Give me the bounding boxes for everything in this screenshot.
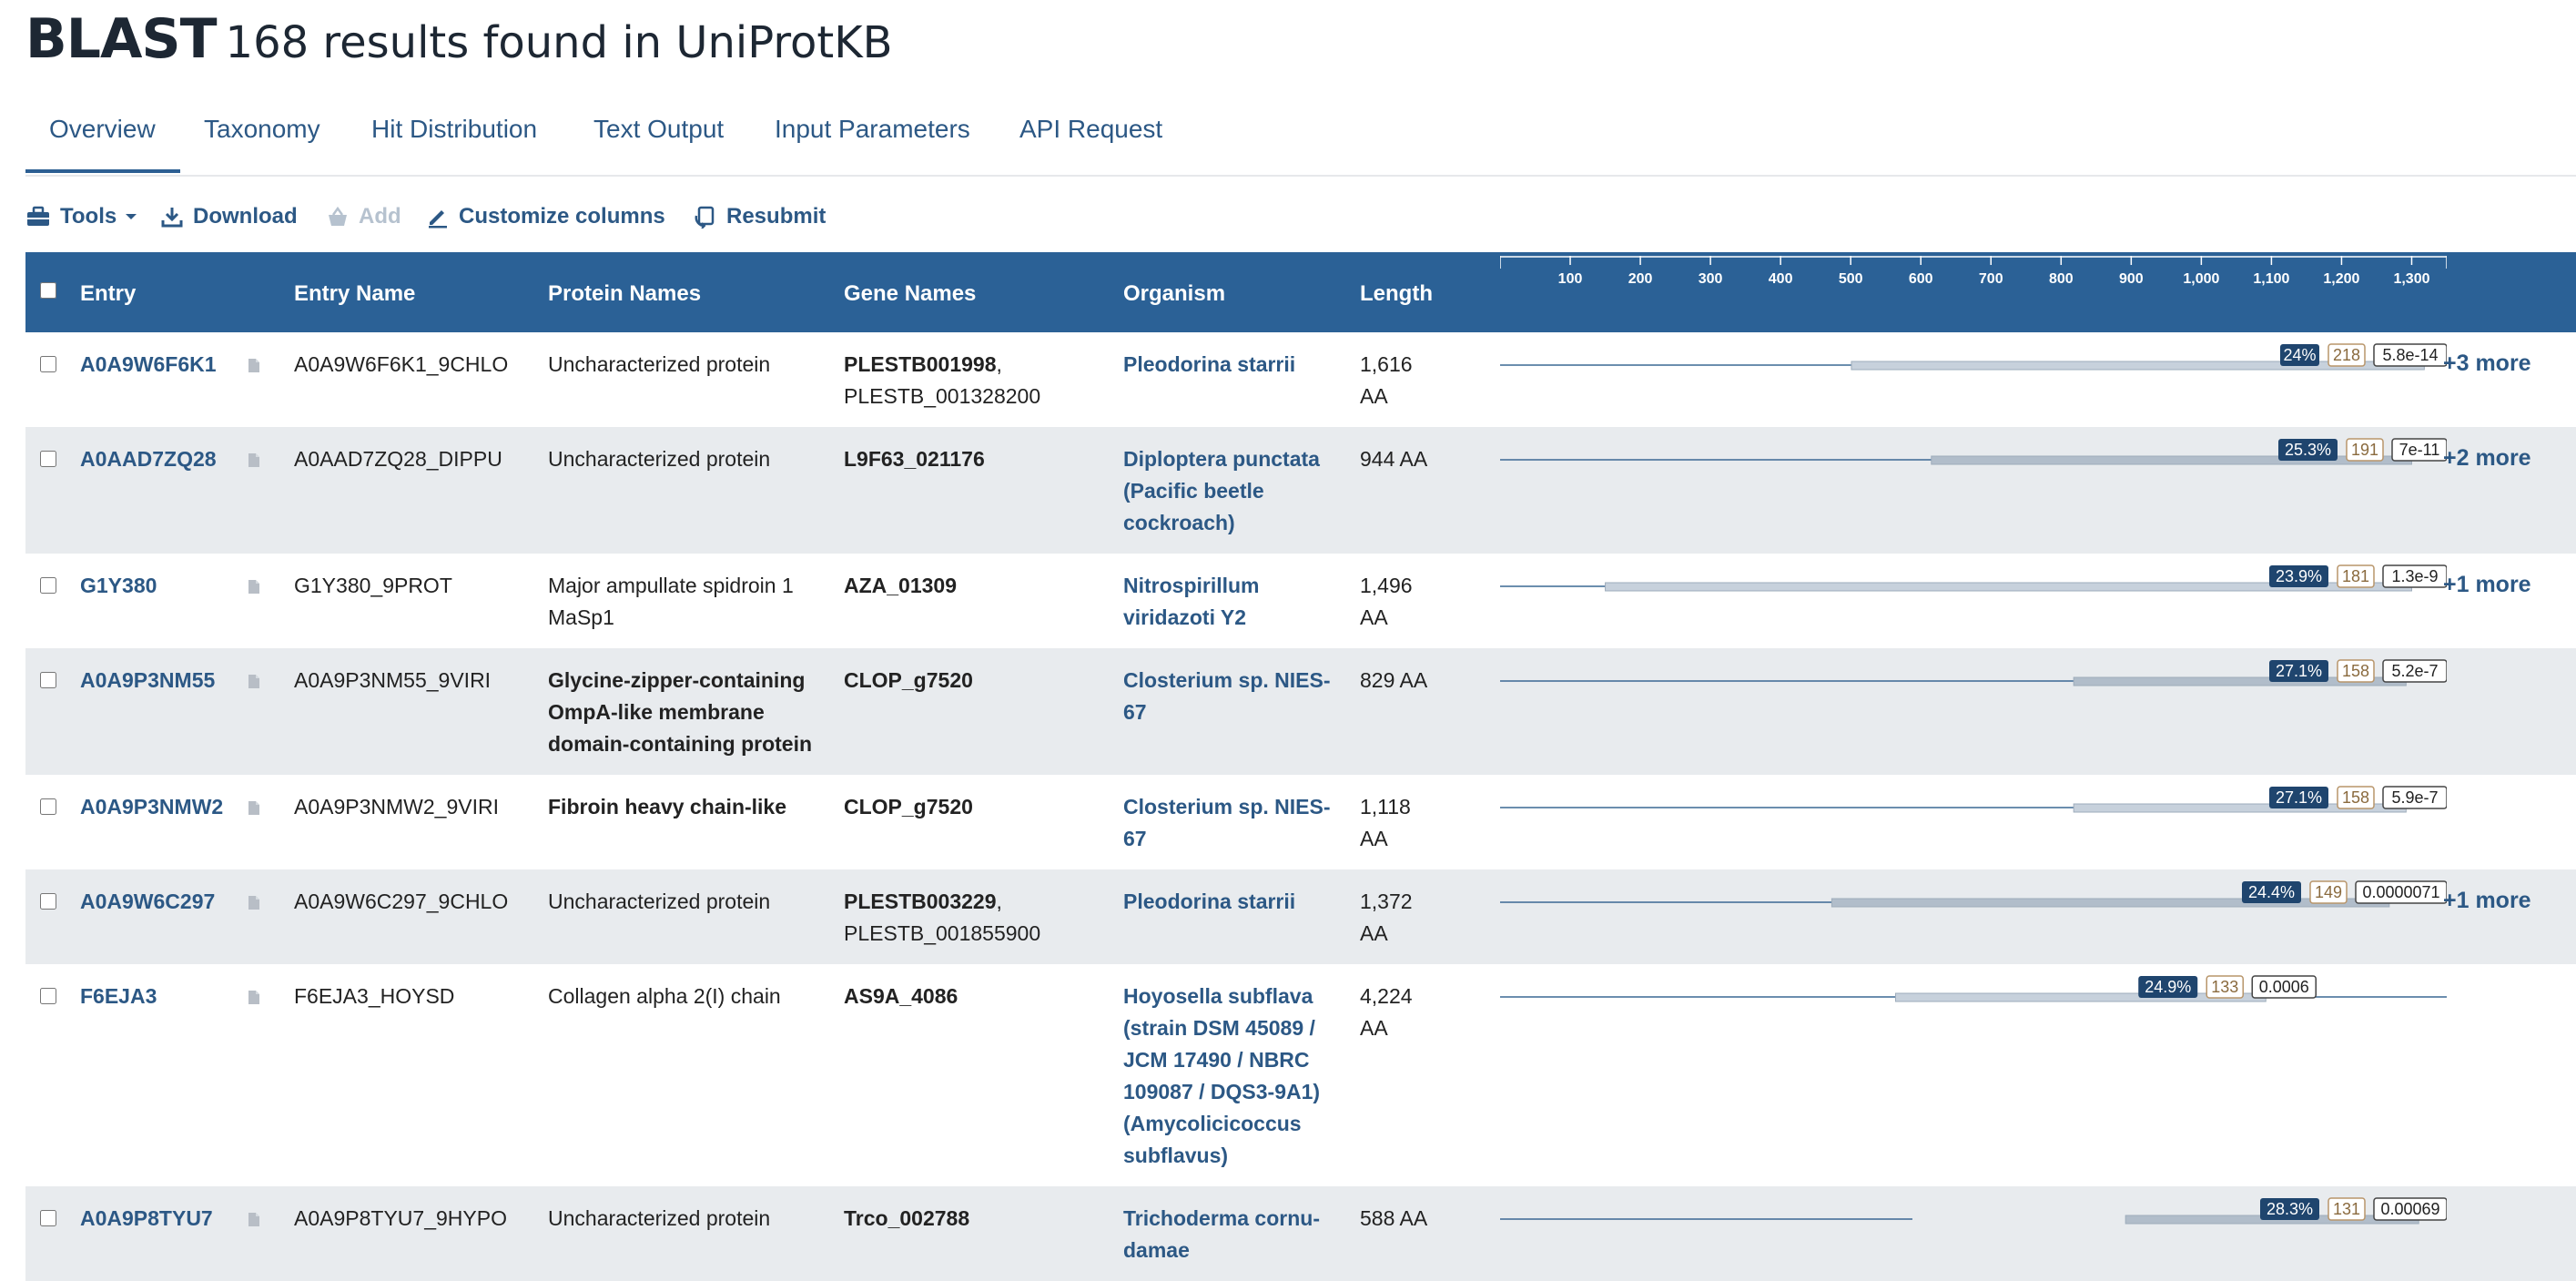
organism-link[interactable]	[1123, 791, 1351, 855]
tab-text-output[interactable]: Text Output	[593, 115, 725, 143]
results-tabs	[25, 97, 2576, 177]
add-label: Add	[359, 204, 401, 229]
sequence-length	[1360, 570, 1469, 634]
length-line: 1,616	[1360, 352, 1413, 376]
scale-tick-label: 900	[2118, 271, 2144, 287]
entry-accession-link[interactable]: F6EJA3	[80, 984, 157, 1008]
protein-name-line: Fibroin heavy chain-like	[548, 795, 787, 818]
gene-name-primary: CLOP_g7520	[844, 668, 973, 692]
row-checkbox[interactable]	[40, 988, 56, 1004]
score-value: 191	[2350, 441, 2379, 459]
hsp-alignment-graphic[interactable]	[1500, 343, 2447, 380]
organism-link[interactable]	[1123, 570, 1351, 634]
row-checkbox[interactable]	[40, 356, 56, 372]
row-checkbox[interactable]	[40, 451, 56, 467]
length-line: 1,372	[1360, 890, 1413, 913]
customize-columns-button[interactable]	[426, 204, 665, 229]
organism-name-line: (strain DSM 45089 /	[1123, 1016, 1315, 1040]
scale-tick-label: 500	[1838, 271, 1863, 287]
hsp-bar[interactable]	[1831, 899, 2388, 907]
row-checkbox[interactable]	[40, 577, 56, 594]
results-toolbar	[25, 204, 2576, 240]
protein-names	[548, 665, 830, 760]
basket-icon	[326, 206, 350, 228]
document-icon	[248, 358, 260, 373]
scale-tick-label: 1,100	[2253, 271, 2290, 287]
scale-tick-label: 1,300	[2393, 271, 2430, 287]
score-value: 158	[2341, 788, 2370, 807]
length-line: 4,224	[1360, 984, 1413, 1008]
gene-name-separator: ,	[996, 890, 1002, 913]
more-hsps-link[interactable]: +1 more	[2443, 888, 2531, 913]
gene-name-primary: AZA_01309	[844, 574, 958, 597]
row-checkbox[interactable]	[40, 798, 56, 815]
evalue-value: 1.3e-9	[2391, 567, 2439, 585]
scale-tick-label: 700	[1978, 271, 2003, 287]
resubmit-button[interactable]	[694, 204, 826, 229]
sequence-length	[1360, 981, 1469, 1044]
row-checkbox[interactable]	[40, 672, 56, 688]
tools-button[interactable]	[25, 204, 138, 229]
gene-name-primary: PLESTB003229	[844, 890, 997, 913]
download-icon	[160, 205, 184, 229]
document-icon	[248, 1212, 260, 1227]
active-tab-indicator	[25, 169, 180, 173]
column-header-gene-names[interactable]: Gene Names	[844, 281, 977, 306]
protein-name-line: Uncharacterized protein	[548, 1206, 771, 1230]
organism-link[interactable]	[1123, 981, 1351, 1172]
length-line: 1,118	[1360, 795, 1411, 818]
download-button[interactable]	[160, 204, 298, 229]
protein-name-line: Uncharacterized protein	[548, 352, 771, 376]
alignment-scale	[1500, 256, 2447, 296]
length-line: 588 AA	[1360, 1206, 1428, 1230]
entry-accession-link[interactable]: A0A9P3NM55	[80, 668, 216, 692]
table-row	[25, 427, 2576, 554]
scale-tick-label: 800	[2048, 271, 2074, 287]
sequence-length	[1360, 349, 1469, 412]
protein-name-line: Uncharacterized protein	[548, 447, 771, 471]
gene-names	[844, 791, 1108, 823]
column-header-length[interactable]: Length	[1360, 281, 1433, 306]
sequence-length	[1360, 665, 1469, 696]
organism-link[interactable]	[1123, 1203, 1351, 1266]
evalue-value: 7e-11	[2399, 441, 2440, 459]
scale-tick-label: 600	[1908, 271, 1933, 287]
gene-names-line	[844, 981, 1108, 1012]
scale-tick-label: 1,000	[2183, 271, 2220, 287]
table-row	[25, 869, 2576, 964]
organism-name-line: (Amycolicicoccus	[1123, 1112, 1302, 1135]
identity-percent: 24%	[2283, 346, 2317, 364]
length-line: AA	[1360, 827, 1388, 850]
organism-name-line: subflavus)	[1123, 1144, 1229, 1167]
tab-overview[interactable]: Overview	[49, 115, 156, 143]
entry-name: A0A9W6F6K1_9CHLO	[294, 352, 509, 376]
sequence-length	[1360, 443, 1469, 475]
identity-percent: 27.1%	[2275, 788, 2323, 807]
evalue-value: 5.2e-7	[2391, 662, 2439, 680]
gene-names	[844, 443, 1108, 475]
gene-names-line	[844, 349, 1108, 381]
hsp-alignment-graphic[interactable]	[1500, 786, 2447, 822]
hsp-alignment-graphic[interactable]	[1500, 659, 2447, 696]
hsp-alignment-graphic[interactable]	[1500, 880, 2447, 917]
organism-name-line: Closterium sp. NIES-	[1123, 795, 1331, 818]
protein-name-line: Uncharacterized protein	[548, 890, 771, 913]
protein-name-line: Major ampullate spidroin 1	[548, 574, 794, 597]
document-icon	[248, 990, 260, 1005]
entry-name: A0A9P3NM55_9VIRI	[294, 668, 492, 692]
identity-percent: 24.4%	[2247, 883, 2296, 901]
tools-label: Tools	[60, 204, 117, 229]
gene-names-line	[844, 665, 1108, 696]
column-header-entry[interactable]: Entry	[80, 281, 137, 306]
gene-names-line	[844, 1203, 1108, 1235]
identity-percent: 25.3%	[2284, 441, 2332, 459]
organism-name-line: Hoyosella subflava	[1123, 984, 1313, 1008]
gene-name-secondary: PLESTB_001328200	[844, 384, 1041, 408]
tab-hit-distribution[interactable]: Hit Distribution	[371, 115, 538, 143]
organism-name-line: damae	[1123, 1238, 1190, 1262]
more-hsps-link[interactable]: +2 more	[2443, 445, 2531, 471]
table-row	[25, 332, 2576, 427]
score-value: 133	[2211, 978, 2239, 996]
score-value: 218	[2332, 346, 2361, 364]
protein-names	[548, 349, 830, 381]
table-row	[25, 964, 2576, 1186]
sequence-length	[1360, 886, 1469, 950]
protein-name-line: MaSp1	[548, 605, 614, 629]
organism-link[interactable]	[1123, 665, 1351, 728]
length-line: 1,496	[1360, 574, 1413, 597]
scale-tick-label: 200	[1628, 271, 1653, 287]
protein-names	[548, 981, 830, 1012]
hsp-alignment-graphic[interactable]	[1500, 438, 2447, 474]
length-line: AA	[1360, 1016, 1388, 1040]
gene-name-secondary: PLESTB_001855900	[844, 921, 1041, 945]
entry-accession-link[interactable]: A0A9W6F6K1	[80, 352, 217, 376]
protein-names	[548, 1203, 830, 1235]
protein-names	[548, 443, 830, 475]
table-row	[25, 1186, 2576, 1281]
scale-tick-label: 1,200	[2323, 271, 2360, 287]
hsp-alignment-graphic[interactable]	[1500, 564, 2447, 601]
entry-accession-link[interactable]: G1Y380	[80, 574, 157, 597]
scale-tick-label: 100	[1557, 271, 1583, 287]
score-value: 149	[2314, 883, 2343, 901]
document-icon	[248, 452, 260, 468]
app-title: BLAST	[25, 7, 217, 71]
row-checkbox[interactable]	[40, 1210, 56, 1226]
hsp-alignment-graphic[interactable]	[1500, 975, 2447, 1012]
gene-names-line	[844, 570, 1108, 602]
protein-name-line: OmpA-like membrane	[548, 700, 765, 724]
gene-names	[844, 570, 1108, 602]
entry-name: A0A9P3NMW2_9VIRI	[294, 795, 499, 818]
entry-accession-link[interactable]: A0A9P8TYU7	[80, 1206, 213, 1230]
evalue-value: 0.0000071	[2362, 883, 2440, 901]
document-icon	[248, 895, 260, 910]
tab-api-request[interactable]: API Request	[1019, 115, 1163, 143]
resubmit-icon	[694, 205, 717, 229]
gene-names-line	[844, 791, 1108, 823]
score-value: 131	[2332, 1200, 2361, 1218]
gene-names	[844, 1203, 1108, 1235]
tab-taxonomy[interactable]: Taxonomy	[204, 115, 320, 143]
organism-name-line: Pleodorina starrii	[1123, 890, 1296, 913]
hsp-bar[interactable]	[1932, 456, 2412, 464]
organism-name-line: Diploptera punctata	[1123, 447, 1320, 471]
row-checkbox[interactable]	[40, 893, 56, 910]
toolbox-icon	[25, 206, 51, 228]
gene-names	[844, 886, 1108, 950]
select-all-checkbox[interactable]	[40, 282, 56, 299]
document-icon	[248, 674, 260, 689]
score-value: 158	[2341, 662, 2370, 680]
organism-name-line: Pleodorina starrii	[1123, 352, 1296, 376]
evalue-value: 5.8e-14	[2382, 346, 2439, 364]
more-hsps-link[interactable]: +3 more	[2443, 351, 2531, 376]
gene-name-primary: PLESTB001998	[844, 352, 997, 376]
entry-name: A0AAD7ZQ28_DIPPU	[294, 447, 502, 471]
organism-link[interactable]	[1123, 886, 1351, 918]
entry-name: A0A9P8TYU7_9HYPO	[294, 1206, 507, 1230]
identity-percent: 27.1%	[2275, 662, 2323, 680]
protein-names	[548, 791, 830, 823]
evalue-value: 0.00069	[2380, 1200, 2440, 1218]
organism-name-line: viridazoti Y2	[1123, 605, 1247, 629]
protein-name-line: Glycine-zipper-containing	[548, 668, 806, 692]
table-row	[25, 554, 2576, 648]
organism-name-line: Nitrospirillum	[1123, 574, 1260, 597]
protein-names	[548, 570, 830, 634]
hsp-alignment-graphic[interactable]	[1500, 1197, 2447, 1234]
entry-name: A0A9W6C297_9CHLO	[294, 890, 509, 913]
table-row	[25, 775, 2576, 869]
gene-name-separator: ,	[996, 352, 1002, 376]
results-summary: 168 results found in UniProtKB	[225, 17, 893, 68]
gene-names	[844, 981, 1108, 1012]
organism-name-line: JCM 17490 / NBRC	[1123, 1048, 1310, 1072]
gene-name-primary: L9F63_021176	[844, 447, 985, 471]
customize-columns-label: Customize columns	[459, 204, 665, 229]
organism-name-line: (Pacific beetle	[1123, 479, 1264, 503]
caret-down-icon	[124, 211, 138, 222]
sequence-length	[1360, 1203, 1469, 1235]
organism-name-line: 67	[1123, 827, 1147, 850]
results-table-header	[25, 252, 2576, 332]
scale-tick-label: 300	[1698, 271, 1723, 287]
entry-accession-link[interactable]: A0AAD7ZQ28	[80, 447, 217, 471]
gene-names-line	[844, 443, 1108, 475]
gene-name-primary: Trco_002788	[844, 1206, 970, 1230]
entry-name: F6EJA3_HOYSD	[294, 984, 455, 1008]
sequence-length	[1360, 791, 1469, 855]
evalue-value: 5.9e-7	[2391, 788, 2439, 807]
score-value: 181	[2341, 567, 2370, 585]
table-row	[25, 648, 2576, 775]
gene-names-line	[844, 886, 1108, 918]
evalue-value: 0.0006	[2258, 978, 2309, 996]
organism-name-line: Trichoderma cornu-	[1123, 1206, 1320, 1230]
scale-tick-label: 400	[1768, 271, 1793, 287]
protein-name-line: domain-containing protein	[548, 732, 813, 756]
column-header-entry-name[interactable]: Entry Name	[294, 281, 416, 306]
entry-name: G1Y380_9PROT	[294, 574, 452, 597]
length-line: AA	[1360, 384, 1388, 408]
organism-name-line: cockroach)	[1123, 511, 1235, 534]
organism-name-line: Closterium sp. NIES-	[1123, 668, 1331, 692]
gene-names	[844, 665, 1108, 696]
more-hsps-link[interactable]: +1 more	[2443, 572, 2531, 597]
protein-name-line: Collagen alpha 2(I) chain	[548, 984, 781, 1008]
entry-accession-link[interactable]: A0A9P3NMW2	[80, 795, 224, 818]
download-label: Download	[193, 204, 298, 229]
organism-link[interactable]	[1123, 349, 1351, 381]
length-line: AA	[1360, 605, 1388, 629]
organism-name-line: 109087 / DQS3-9A1)	[1123, 1080, 1321, 1103]
column-header-protein-names[interactable]: Protein Names	[548, 281, 702, 306]
tab-input-parameters[interactable]: Input Parameters	[775, 115, 970, 143]
gene-name-primary: CLOP_g7520	[844, 795, 973, 818]
identity-percent: 28.3%	[2266, 1200, 2314, 1218]
length-line: AA	[1360, 921, 1388, 945]
protein-names	[548, 886, 830, 918]
column-header-organism[interactable]: Organism	[1123, 281, 1226, 306]
gene-names	[844, 349, 1108, 412]
identity-percent: 24.9%	[2145, 978, 2192, 996]
document-icon	[248, 579, 260, 595]
entry-accession-link[interactable]: A0A9W6C297	[80, 890, 216, 913]
length-line: 829 AA	[1360, 668, 1428, 692]
organism-name-line: 67	[1123, 700, 1147, 724]
document-icon	[248, 800, 260, 816]
identity-percent: 23.9%	[2275, 567, 2323, 585]
resubmit-label: Resubmit	[726, 204, 827, 229]
pencil-icon	[426, 205, 450, 229]
gene-name-primary: AS9A_4086	[844, 984, 958, 1008]
page-title	[25, 7, 893, 71]
add-button[interactable]	[326, 204, 401, 229]
organism-link[interactable]	[1123, 443, 1351, 539]
length-line: 944 AA	[1360, 447, 1428, 471]
